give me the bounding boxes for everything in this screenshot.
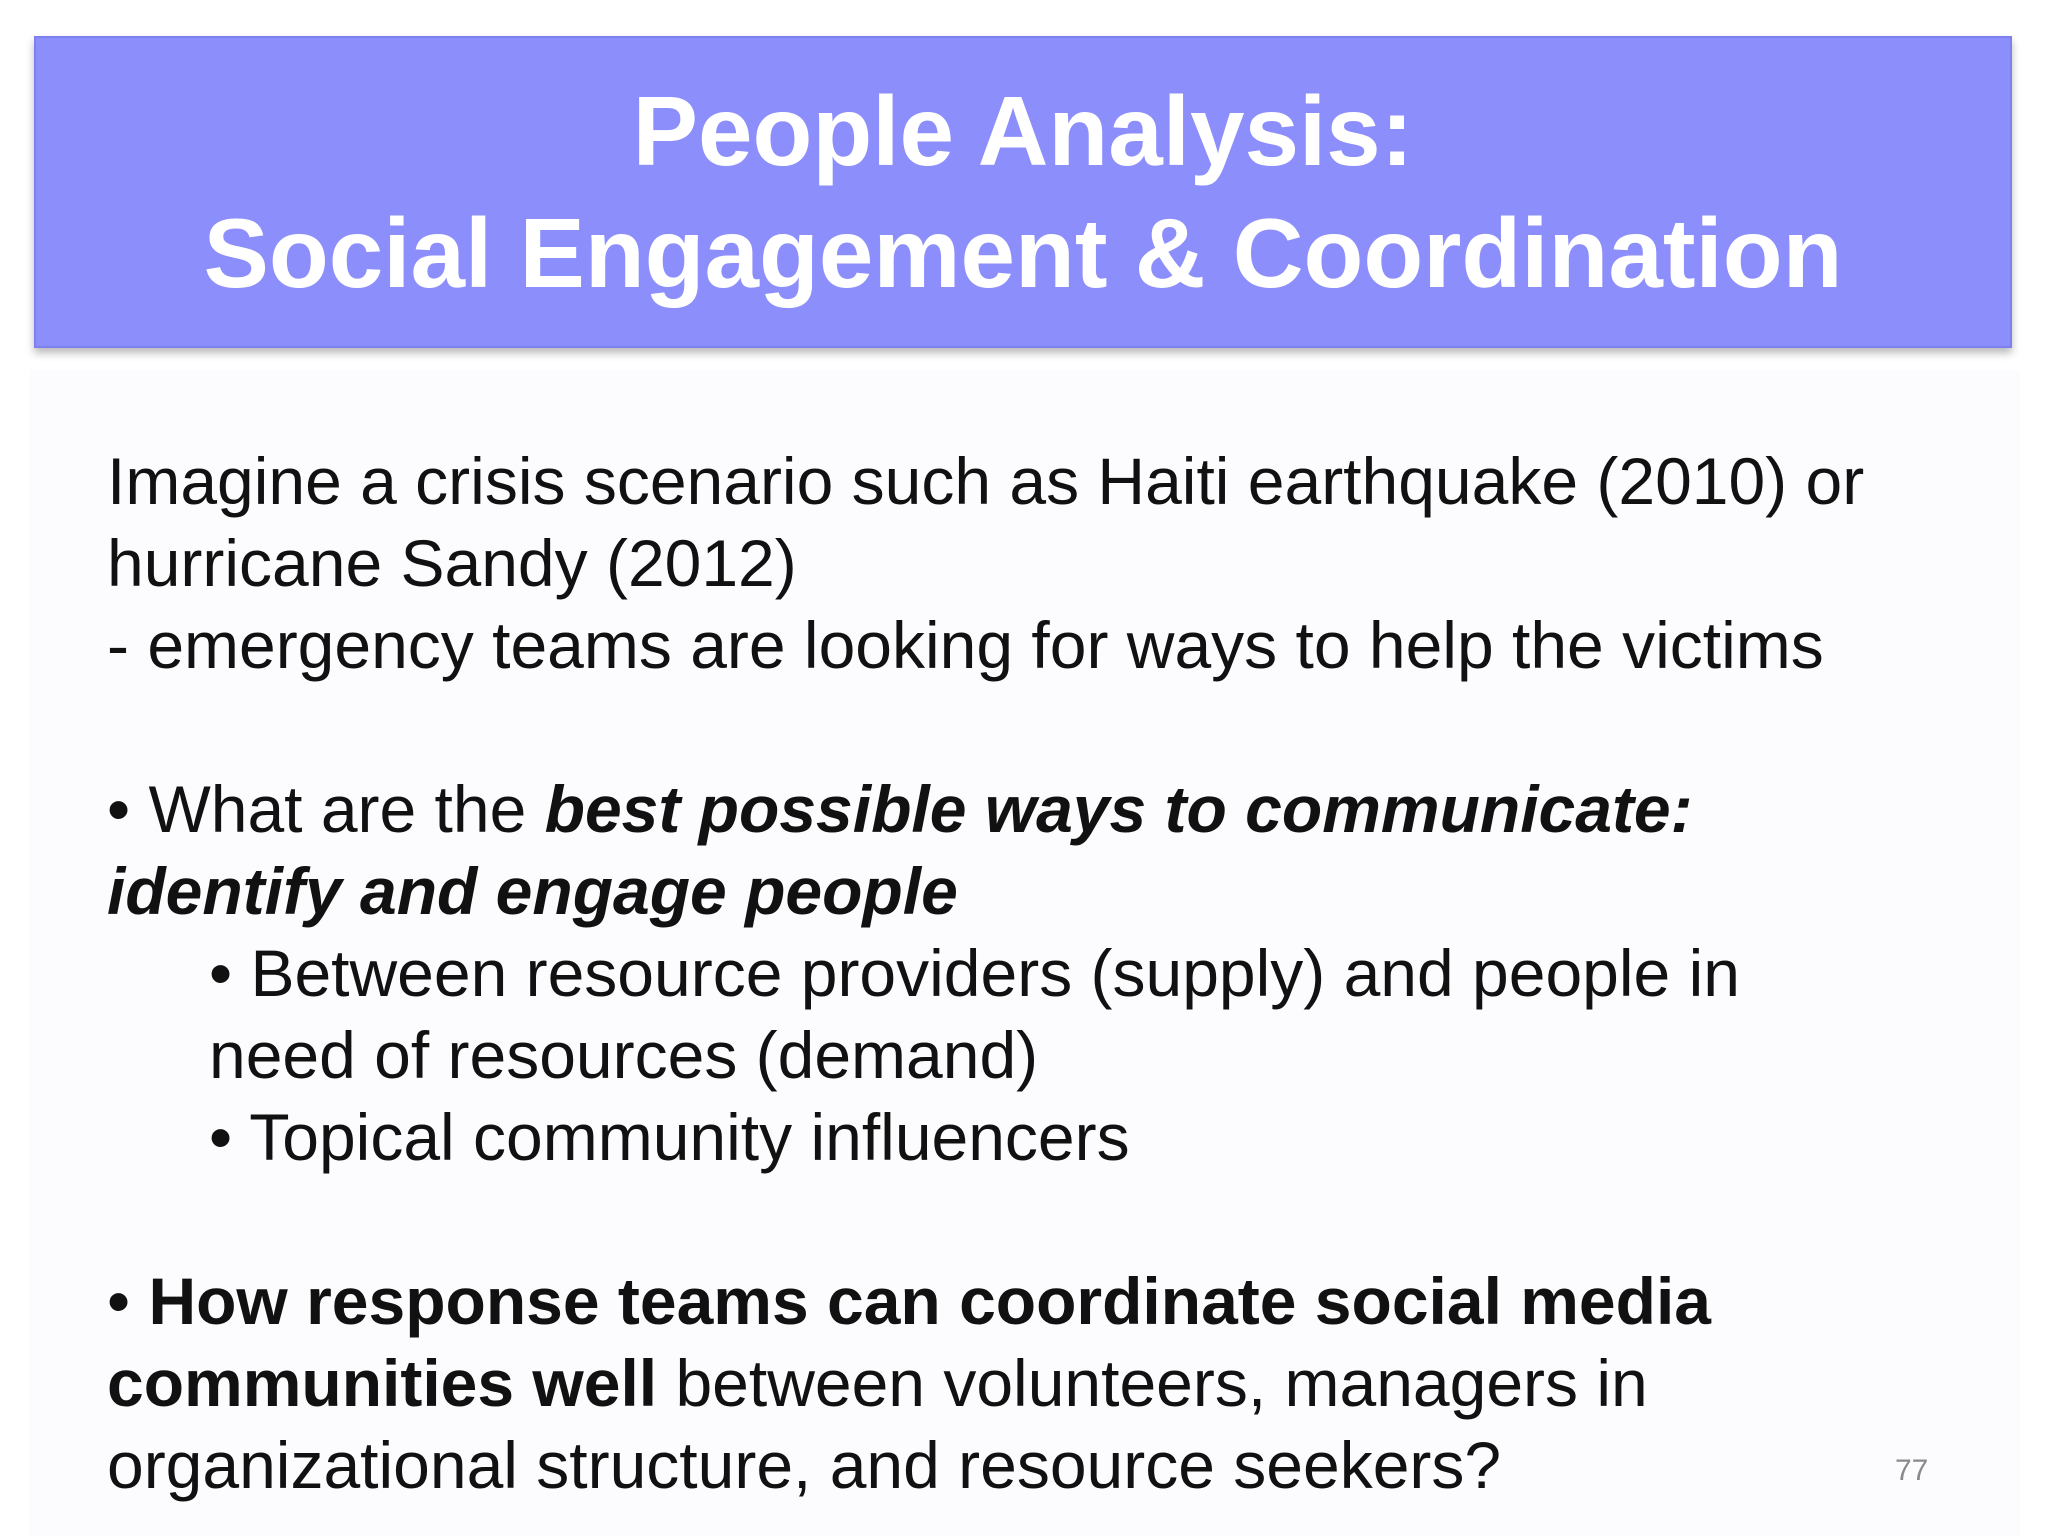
slide-body xyxy=(107,440,1967,1506)
intro-dash-line: - emergency teams are looking for ways to help the victims xyxy=(107,608,1824,682)
title-line-2: Social Engagement & Coordination xyxy=(203,198,1843,308)
bullet-1-emphasis-2: identify and engage people xyxy=(107,854,958,928)
sub-bullet-2: • Topical community influencers xyxy=(209,1100,1130,1174)
bullet-2-line-3: organizational structure, and resource seekers? xyxy=(107,1428,1502,1502)
bullet-2-line-1 xyxy=(107,1260,1967,1342)
title-banner xyxy=(34,36,2012,348)
bullet-2-rest: between volunteers, managers in xyxy=(657,1346,1648,1420)
bullet-2-bold-2: communities well xyxy=(107,1346,658,1420)
bullet-2-bold-1: How response teams can coordinate social media xyxy=(148,1264,1711,1338)
bullet-1-emphasis-1: best possible ways to communicate: xyxy=(544,772,1693,846)
bullet-2-prefix: • xyxy=(107,1264,149,1338)
blank-line xyxy=(107,686,1967,768)
sub-bullet-1-line-1: • Between resource providers (supply) and people in xyxy=(209,936,1740,1010)
sub-bullet-1-line-2: need of resources (demand) xyxy=(209,1018,1039,1092)
intro-line-1: Imagine a crisis scenario such as Haiti earthquake (2010) or xyxy=(107,444,1865,518)
bullet-2-line-2 xyxy=(107,1342,1967,1424)
bullet-1-prefix: • What are the xyxy=(107,772,545,846)
title-line-1: People Analysis: xyxy=(632,76,1414,186)
blank-line xyxy=(107,1178,1967,1260)
intro-line-2: hurricane Sandy (2012) xyxy=(107,526,797,600)
bullet-1-line-1 xyxy=(107,768,1967,850)
page-number: 77 xyxy=(1895,1454,1929,1487)
